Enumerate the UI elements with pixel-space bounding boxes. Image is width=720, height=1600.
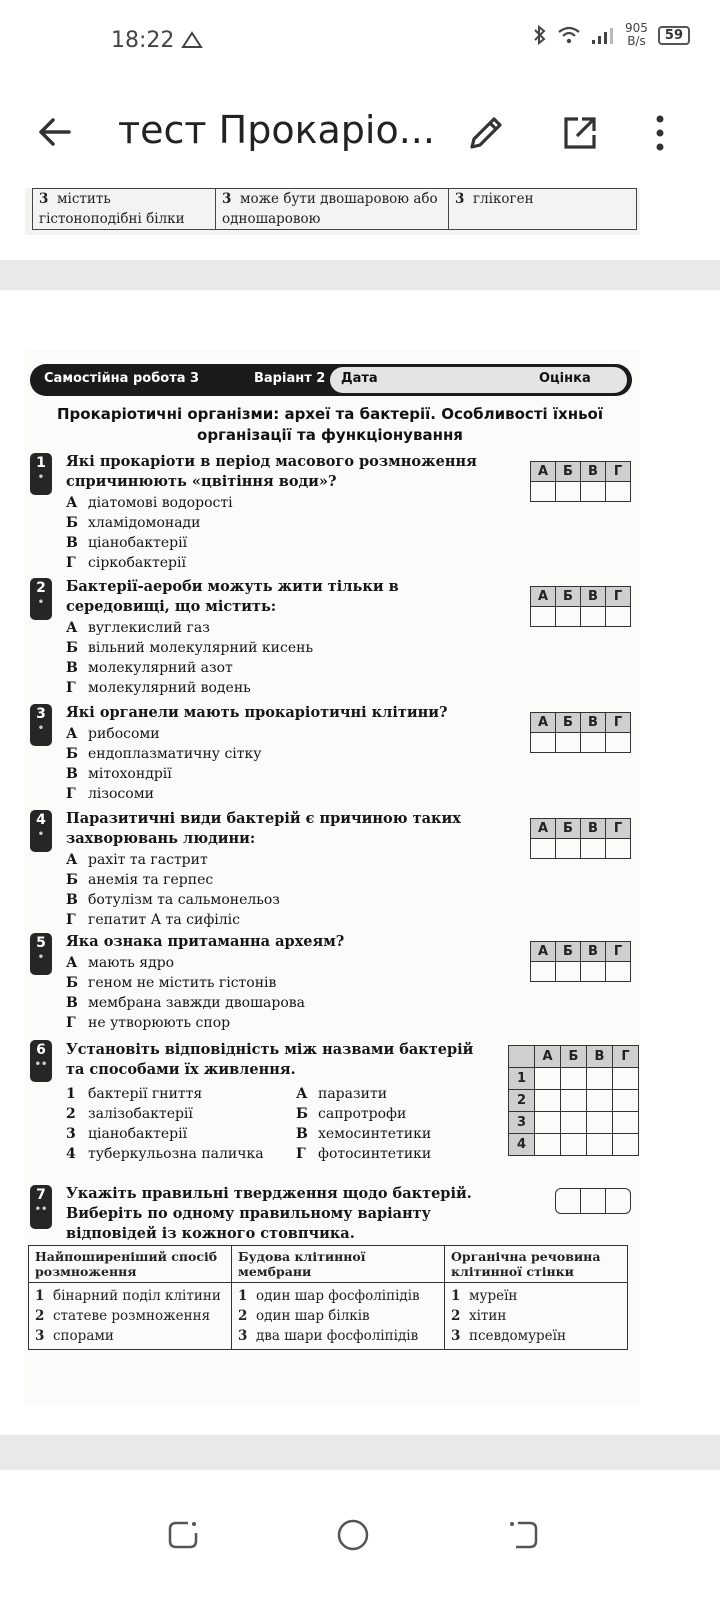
question-text: Установіть відповідність між назвами бактерій та способами їх живлення. — [66, 1041, 474, 1078]
grid-header: А — [535, 1046, 561, 1068]
open-external-icon[interactable] — [560, 113, 600, 153]
edit-pencil-icon[interactable] — [466, 113, 506, 153]
answer-cell[interactable] — [587, 1112, 613, 1134]
answer-option: В молекулярний азот — [66, 660, 233, 676]
grid-header: Б — [556, 713, 581, 733]
page-separator — [0, 1435, 720, 1471]
signal-icon — [591, 25, 615, 45]
grid-header: В — [587, 1046, 613, 1068]
answer-cell[interactable] — [613, 1134, 639, 1156]
navigation-bar — [0, 1470, 720, 1600]
answer-option: Б ендоплазматичну сітку — [66, 746, 262, 762]
grid-header: Б — [556, 587, 581, 607]
table-cell — [445, 1283, 628, 1350]
options-list — [66, 953, 446, 1033]
grid-row-label: 2 — [509, 1090, 535, 1112]
answer-cell[interactable] — [581, 962, 606, 982]
answer-option: Г сіркобактерії — [66, 555, 186, 571]
grid-header: А — [531, 942, 556, 962]
list-item: 4 туберкульозна паличка — [66, 1146, 264, 1162]
answer-option: Г молекулярний водень — [66, 680, 251, 696]
grade-label: Оцінка — [539, 371, 591, 386]
grid-header: А — [531, 819, 556, 839]
answer-cell[interactable] — [561, 1112, 587, 1134]
grid-header: В — [581, 942, 606, 962]
table-cell: 3 може бути двошаровою або одношаровою — [216, 189, 449, 230]
answer-cell[interactable] — [581, 733, 606, 753]
answer-option: Б геном не містить гістонів — [66, 975, 277, 991]
answer-cell[interactable] — [556, 607, 581, 627]
grid-header: А — [531, 713, 556, 733]
page-title: Прокаріотичні організми: археї та бактерії. Особливості їхньої організації та функціонування — [57, 405, 603, 444]
column-header: Органічна речовина клітинної стінки — [445, 1246, 628, 1283]
answer-cell[interactable] — [556, 1189, 581, 1213]
home-icon[interactable] — [336, 1518, 370, 1552]
answer-option: А рахіт та гастрит — [66, 852, 208, 868]
answer-cell[interactable] — [581, 482, 606, 502]
answer-option: В ціанобактерії — [66, 535, 188, 551]
list-item: 2 статеве розмноження — [35, 1308, 211, 1324]
system-icons — [533, 22, 690, 48]
answer-cell[interactable] — [531, 607, 556, 627]
answer-option: А мають ядро — [66, 955, 175, 971]
list-item: Б сапротрофи — [296, 1106, 407, 1122]
answer-cell[interactable] — [531, 962, 556, 982]
answer-cell[interactable] — [606, 1189, 630, 1213]
answer-cell[interactable] — [606, 733, 631, 753]
question-text: Які прокаріоти в період масового розмноження спричинюють «цвітіння води»? — [66, 453, 477, 490]
answer-cell[interactable] — [535, 1090, 561, 1112]
answer-option: Б анемія та герпес — [66, 872, 214, 888]
options-list — [66, 618, 446, 698]
answer-cell[interactable] — [556, 482, 581, 502]
answer-grid — [530, 712, 631, 753]
options-list — [66, 850, 446, 930]
question-text: Укажіть правильні твердження щодо бактерій. Виберіть по одному правильному варіанту відповідей із кожного стовпчика. — [66, 1185, 472, 1242]
grid-header: В — [581, 819, 606, 839]
network-speed: 905 B/s — [625, 21, 648, 48]
answer-option: Б вільний молекулярний кисень — [66, 640, 314, 656]
answer-cell[interactable] — [587, 1134, 613, 1156]
column-header: Будова клітинної мембрани — [232, 1246, 445, 1283]
statements-table — [28, 1245, 628, 1350]
list-item: А паразити — [296, 1086, 388, 1102]
answer-grid — [530, 818, 631, 859]
match-right-list — [296, 1084, 496, 1164]
answer-box[interactable] — [555, 1188, 631, 1214]
more-options-icon[interactable] — [645, 113, 675, 153]
list-item: 1 бінарний поділ клітини — [35, 1288, 221, 1304]
question-text: Яка ознака притаманна археям? — [66, 933, 345, 950]
clock: 18:22 — [111, 28, 203, 53]
question-text: Паразитичні види бактерій є причиною таких захворювань людини: — [66, 810, 461, 847]
list-item: 1 бактерії гниття — [66, 1086, 203, 1102]
options-list — [66, 724, 446, 804]
table-cell — [29, 1283, 232, 1350]
list-item: 1 муреїн — [451, 1288, 518, 1304]
grid-header: Б — [561, 1046, 587, 1068]
question-number: 1 • — [30, 453, 52, 495]
answer-cell[interactable] — [561, 1068, 587, 1090]
answer-cell[interactable] — [531, 733, 556, 753]
list-item: 2 залізобактерії — [66, 1106, 193, 1122]
list-item: 2 один шар білків — [238, 1308, 370, 1324]
wifi-icon — [557, 25, 581, 45]
back-icon[interactable] — [506, 1518, 540, 1552]
answer-cell[interactable] — [606, 962, 631, 982]
grid-header: Г — [613, 1046, 639, 1068]
answer-grid — [530, 461, 631, 502]
table-cell — [232, 1283, 445, 1350]
list-item: 3 ціанобактерії — [66, 1126, 188, 1142]
grid-header: Б — [556, 462, 581, 482]
question-number: 5 • — [30, 933, 52, 975]
answer-option: А рибосоми — [66, 726, 160, 742]
answer-option: Г гепатит А та сифіліс — [66, 912, 240, 928]
answer-option: Г не утворюють спор — [66, 1015, 231, 1031]
answer-cell[interactable] — [581, 839, 606, 859]
grid-header: Г — [606, 713, 631, 733]
answer-cell[interactable] — [613, 1112, 639, 1134]
answer-cell[interactable] — [606, 839, 631, 859]
battery-indicator: 59 — [658, 26, 690, 45]
list-item: 2 хітин — [451, 1308, 507, 1324]
table-cell: 3 глікоген — [449, 189, 637, 230]
answer-option: В ботулізм та сальмонельоз — [66, 892, 280, 908]
answer-cell[interactable] — [606, 607, 631, 627]
answer-cell[interactable] — [587, 1068, 613, 1090]
answer-cell[interactable] — [535, 1112, 561, 1134]
question-number: 2 • — [30, 578, 52, 620]
grid-header: Г — [606, 819, 631, 839]
list-item: В хемосинтетики — [296, 1126, 432, 1142]
answer-cell[interactable] — [613, 1090, 639, 1112]
answer-option: А вуглекислий газ — [66, 620, 210, 636]
list-item: 3 спорами — [35, 1328, 114, 1344]
answer-grid — [530, 941, 631, 982]
question-number: 6 •• — [30, 1040, 52, 1082]
answer-cell[interactable] — [561, 1090, 587, 1112]
answer-cell[interactable] — [531, 839, 556, 859]
grid-row-label: 1 — [509, 1068, 535, 1090]
grid-header: Б — [556, 942, 581, 962]
answer-cell[interactable] — [535, 1068, 561, 1090]
grid-header: В — [581, 713, 606, 733]
question-number: 4 • — [30, 810, 52, 852]
question-text: Які органели мають прокаріотичні клітини? — [66, 704, 448, 721]
previous-page-table — [32, 188, 637, 230]
answer-option: А діатомові водорості — [66, 495, 233, 511]
answer-option: В мембрана завжди двошарова — [66, 995, 305, 1011]
work-label: Самостійна робота 3 — [44, 371, 200, 386]
column-header: Найпоширеніший спосіб розмноження — [29, 1246, 232, 1283]
grid-header: Г — [606, 942, 631, 962]
table-cell: 3 містить гістоноподібні білки — [33, 189, 216, 230]
grid-header: А — [531, 587, 556, 607]
grid-header: А — [531, 462, 556, 482]
grid-row-label: 4 — [509, 1134, 535, 1156]
question-text: Бактерії-аероби можуть жити тільки в середовищі, що містить: — [66, 578, 399, 615]
document-title: тест Прокаріо... — [118, 108, 435, 152]
answer-option: В мітохондрії — [66, 766, 172, 782]
warning-icon — [181, 31, 203, 49]
variant-label: Варіант 2 — [254, 371, 326, 386]
back-arrow-icon[interactable] — [35, 112, 75, 152]
grid-row-label: 3 — [509, 1112, 535, 1134]
grid-header: В — [581, 462, 606, 482]
answer-cell[interactable] — [613, 1068, 639, 1090]
answer-grid — [530, 586, 631, 627]
grid-header: В — [581, 587, 606, 607]
list-item: Г фотосинтетики — [296, 1146, 432, 1162]
grid-header: Г — [606, 587, 631, 607]
options-list — [66, 493, 446, 573]
answer-cell[interactable] — [556, 839, 581, 859]
list-item: 3 псевдомуреїн — [451, 1328, 566, 1344]
answer-option: Г лізосоми — [66, 786, 154, 802]
list-item: 3 два шари фосфоліпідів — [238, 1328, 419, 1344]
answer-cell[interactable] — [587, 1090, 613, 1112]
page-separator — [0, 260, 720, 290]
answer-cell[interactable] — [581, 1189, 606, 1213]
question-number: 7 •• — [30, 1185, 52, 1229]
date-label: Дата — [341, 371, 378, 386]
grid-header: Г — [606, 462, 631, 482]
answer-cell[interactable] — [535, 1134, 561, 1156]
grid-header: Б — [556, 819, 581, 839]
question-number: 3 • — [30, 704, 52, 746]
answer-option: Б хламідомонади — [66, 515, 201, 531]
match-answer-grid — [508, 1045, 639, 1156]
bluetooth-icon — [533, 25, 547, 45]
recent-apps-icon[interactable] — [166, 1518, 200, 1552]
answer-cell[interactable] — [581, 607, 606, 627]
answer-cell[interactable] — [531, 482, 556, 502]
grid-corner — [509, 1046, 535, 1068]
answer-cell[interactable] — [556, 733, 581, 753]
answer-cell[interactable] — [556, 962, 581, 982]
status-bar — [0, 0, 720, 80]
match-left-list — [66, 1084, 286, 1164]
answer-cell[interactable] — [606, 482, 631, 502]
list-item: 1 один шар фосфоліпідів — [238, 1288, 420, 1304]
answer-cell[interactable] — [561, 1134, 587, 1156]
